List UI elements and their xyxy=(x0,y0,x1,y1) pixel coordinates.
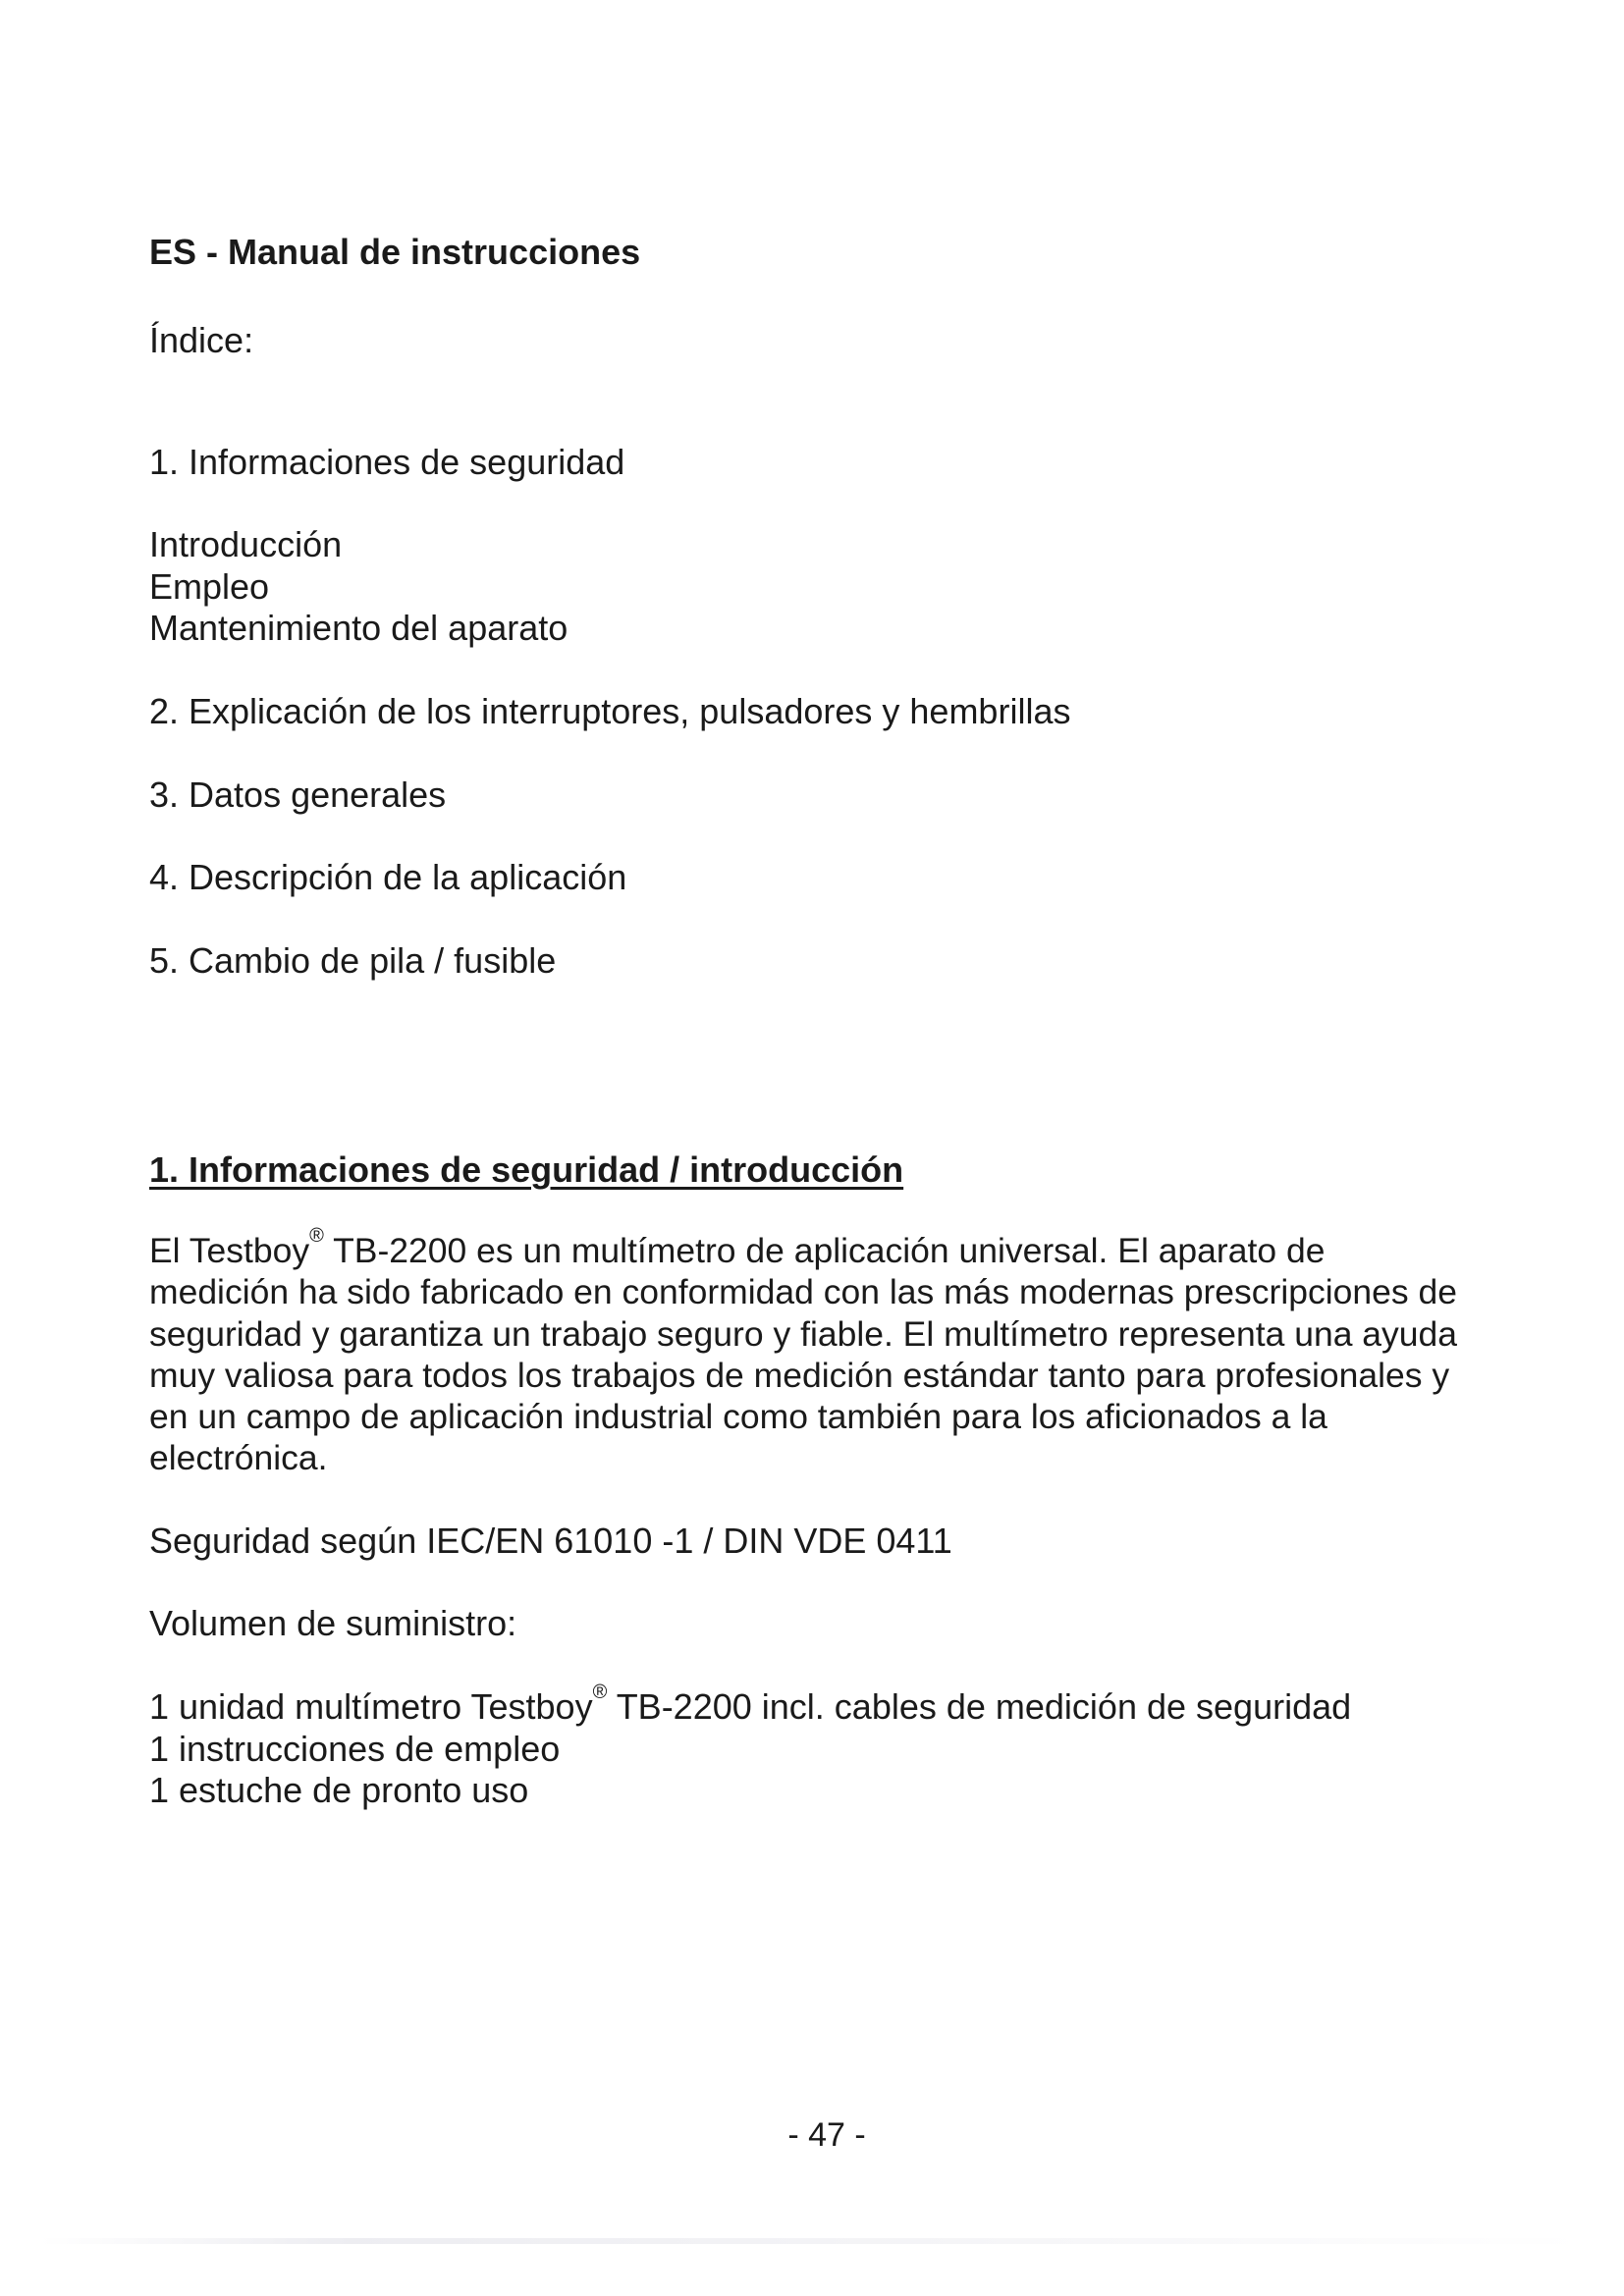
toc-item: 2. Explicación de los interruptores, pulsadores y hembrillas xyxy=(149,691,1071,731)
toc-item: 5. Cambio de pila / fusible xyxy=(149,940,557,981)
supply-item xyxy=(149,1682,1352,1728)
intro-paragraph xyxy=(149,1225,1524,1479)
supply-item: 1 instrucciones de empleo xyxy=(149,1729,561,1769)
intro-line: seguridad y garantiza un trabajo seguro y fiable. El multímetro representa una ayuda xyxy=(149,1313,1458,1354)
registered-mark: ® xyxy=(309,1225,324,1247)
document-title: ES - Manual de instrucciones xyxy=(149,232,641,272)
toc-subitem: Introducción xyxy=(149,524,343,564)
supply-label: Volumen de suministro: xyxy=(149,1603,517,1643)
intro-line: electrónica. xyxy=(149,1438,328,1478)
toc-subitem: Mantenimiento del aparato xyxy=(149,608,568,648)
intro-line-text: TB-2200 es un multímetro de aplicación universal. El aparato de xyxy=(323,1231,1326,1270)
toc-subitem: Empleo xyxy=(149,566,270,607)
intro-line: muy valiosa para todos los trabajos de medición estándar tanto para profesionales y xyxy=(149,1355,1450,1395)
page-number: - 47 - xyxy=(787,2116,866,2154)
intro-brand: El Testboy xyxy=(149,1231,310,1270)
supply-item-text: 1 unidad multímetro Testboy xyxy=(149,1686,593,1727)
supply-item: 1 estuche de pronto uso xyxy=(149,1770,529,1810)
toc-item: 1. Informaciones de seguridad xyxy=(149,442,625,482)
intro-line: en un campo de aplicación industrial como también para los aficionados a la xyxy=(149,1397,1327,1437)
toc-item: 3. Datos generales xyxy=(149,774,447,815)
index-label: Índice: xyxy=(149,320,254,360)
registered-mark: ® xyxy=(592,1682,608,1703)
supply-item-text: TB-2200 incl. cables de medición de seguridad xyxy=(607,1686,1352,1727)
toc-item: 4. Descripción de la aplicación xyxy=(149,857,627,897)
intro-line: medición ha sido fabricado en conformidad con las más modernas prescripciones de xyxy=(149,1272,1457,1312)
intro-line xyxy=(149,1225,1524,1271)
section-heading: 1. Informaciones de seguridad / introducción xyxy=(149,1149,904,1190)
safety-norm: Seguridad según IEC/EN 61010 -1 / DIN VDE 0411 xyxy=(149,1521,952,1561)
scan-artifact xyxy=(39,2238,1585,2244)
